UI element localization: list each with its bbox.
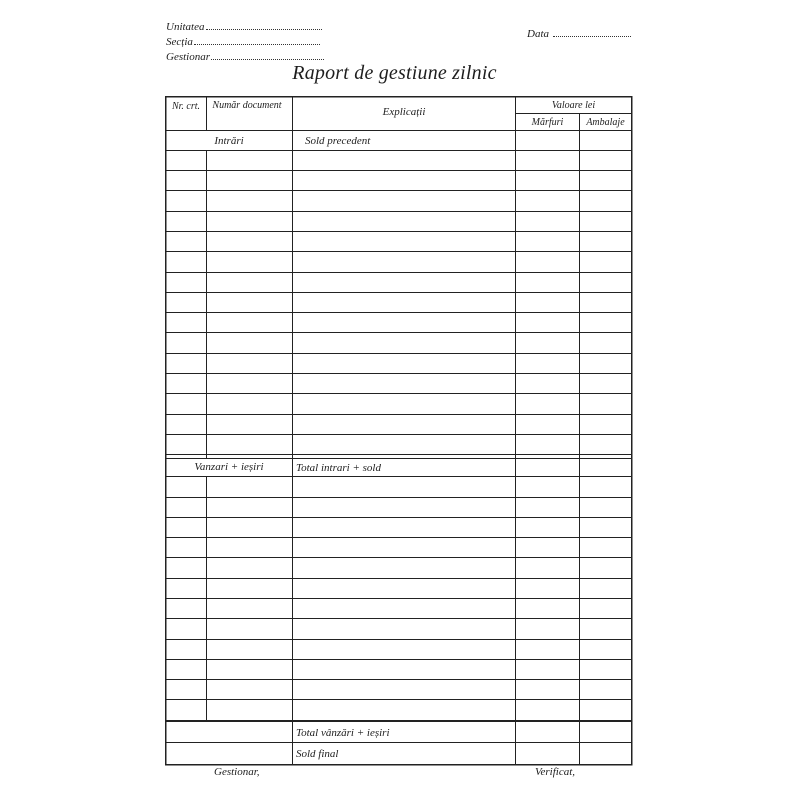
col-header-explicatii: Explicații xyxy=(382,106,426,118)
col-header-valoare-lei: Valoare lei xyxy=(551,100,596,111)
col-header-numar-document: Număr document xyxy=(212,100,282,111)
sold-final-label: Sold final xyxy=(296,748,339,760)
col-header-marfuri: Mărfuri xyxy=(531,117,564,128)
total-intrari-sold-label: Total intrari + sold xyxy=(296,462,381,474)
table-outer-border xyxy=(166,97,632,765)
gestionar-signature-label: Gestionar, xyxy=(214,766,260,778)
unitatea-label: Unitatea xyxy=(166,21,205,33)
section-intrari: Intrări xyxy=(214,135,244,147)
sold-precedent-label: Sold precedent xyxy=(305,135,371,147)
page-title: Raport de gestiune zilnic xyxy=(292,62,497,84)
sectia-label: Secția xyxy=(166,36,193,48)
section-vanzari-iesiri: Vanzari + ieșiri xyxy=(194,461,264,473)
data-label: Data xyxy=(527,28,549,40)
col-header-nr-crt: Nr. crt. xyxy=(171,101,201,112)
col-header-ambalaje: Ambalaje xyxy=(586,117,625,128)
gestionar-label: Gestionar xyxy=(166,51,210,63)
verificat-signature-label: Verificat, xyxy=(535,766,576,778)
total-vanzari-iesiri-label: Total vânzări + ieșiri xyxy=(296,727,390,739)
